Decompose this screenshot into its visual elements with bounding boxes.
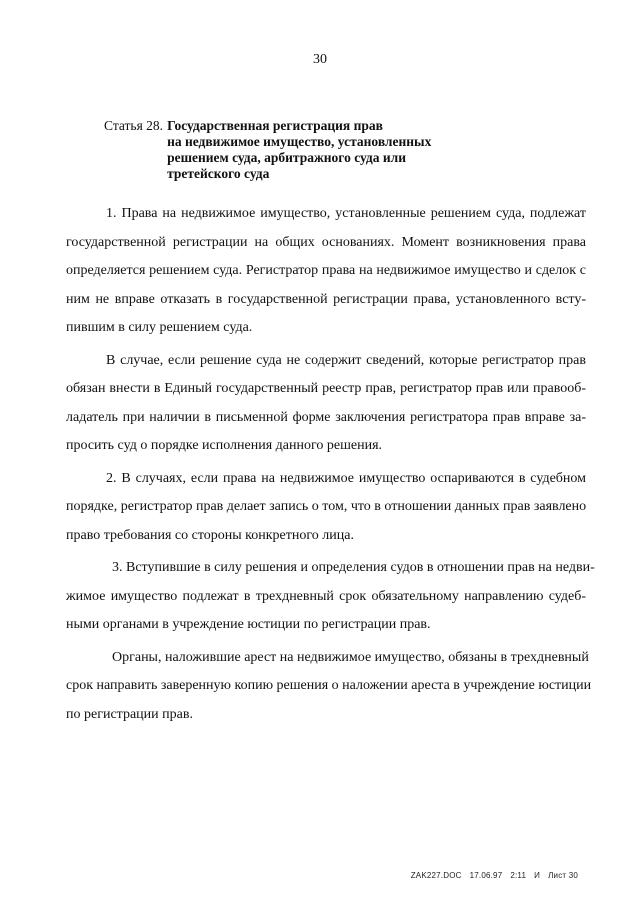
paragraph-3 [66, 465, 586, 551]
page-number: 30 [313, 52, 327, 67]
footer-file: ZAK227.DOC [410, 871, 462, 880]
paragraph-line: ными органами в учреждение юстиции по регистрации прав. [66, 617, 431, 632]
paragraph-line: ладатель при наличии в письменной форме заключения регистратора прав вправе за- [66, 409, 586, 425]
paragraph-line: по регистрации прав. [66, 706, 193, 722]
article-body [66, 200, 595, 729]
paragraph-1 [66, 200, 586, 343]
article-title-line: на недвижимое имущество, установленных [167, 134, 432, 149]
paragraph-line: 3. Вступившие в силу решения и определения судов в отношении прав на недви- [112, 560, 595, 575]
paragraph-5 [66, 644, 592, 730]
paragraph-line: В случае, если решение суда не содержит сведений, которые регистратор прав [106, 352, 586, 368]
paragraph-line: право требования со стороны конкретного лица. [66, 527, 354, 543]
article-title-line: Государственная регистрация прав [167, 118, 383, 133]
paragraph-line: ним не вправе отказать в государственной регистрации права, установленного всту- [66, 291, 586, 307]
article-label: Статья 28. [104, 118, 164, 133]
paragraph-line: просить суд о порядке исполнения данного решения. [66, 438, 383, 453]
paragraph-line: обязан внести в Единый государственный реестр прав, регистратор прав или правооб- [66, 381, 586, 396]
footer-date: 17.06.97 [469, 871, 503, 880]
document-footer [411, 871, 578, 880]
article-heading [104, 118, 544, 182]
paragraph-line: определяется решением суда. Регистратор права на недвижимое имущество и сделок с [66, 263, 586, 278]
paragraph-line: 2. В случаях, если права на недвижимое имущество оспариваются в судебном [106, 470, 586, 486]
paragraph-line: Органы, наложившие арест на недвижимое имущество, обязаны в трехдневный [112, 649, 589, 665]
paragraph-line: государственной регистрации на общих основаниях. Момент возникновения права [66, 234, 586, 250]
paragraph-line: порядке, регистратор прав делает запись о том, что в отношении данных прав заявлено [66, 499, 587, 514]
footer-sheet: Лист 30 [548, 871, 578, 880]
paragraph-line: пившим в силу решением суда. [66, 320, 253, 335]
article-title [167, 118, 431, 182]
footer-mark: И [534, 871, 541, 880]
paragraph-2 [66, 347, 586, 461]
paragraph-4 [66, 554, 595, 640]
paragraph-line: жимое имущество подлежат в трехдневный срок обязательному направлению судеб- [66, 588, 586, 604]
paragraph-line: 1. Права на недвижимое имущество, установленные решением суда, подлежат [106, 206, 586, 221]
article-title-line: третейского суда [167, 166, 270, 181]
footer-time: 2:11 [510, 871, 527, 880]
paragraph-line: срок направить заверенную копию решения о наложении ареста в учреждение юстиции [66, 678, 592, 693]
article-title-line: решением суда, арбитражного суда или [167, 150, 406, 165]
